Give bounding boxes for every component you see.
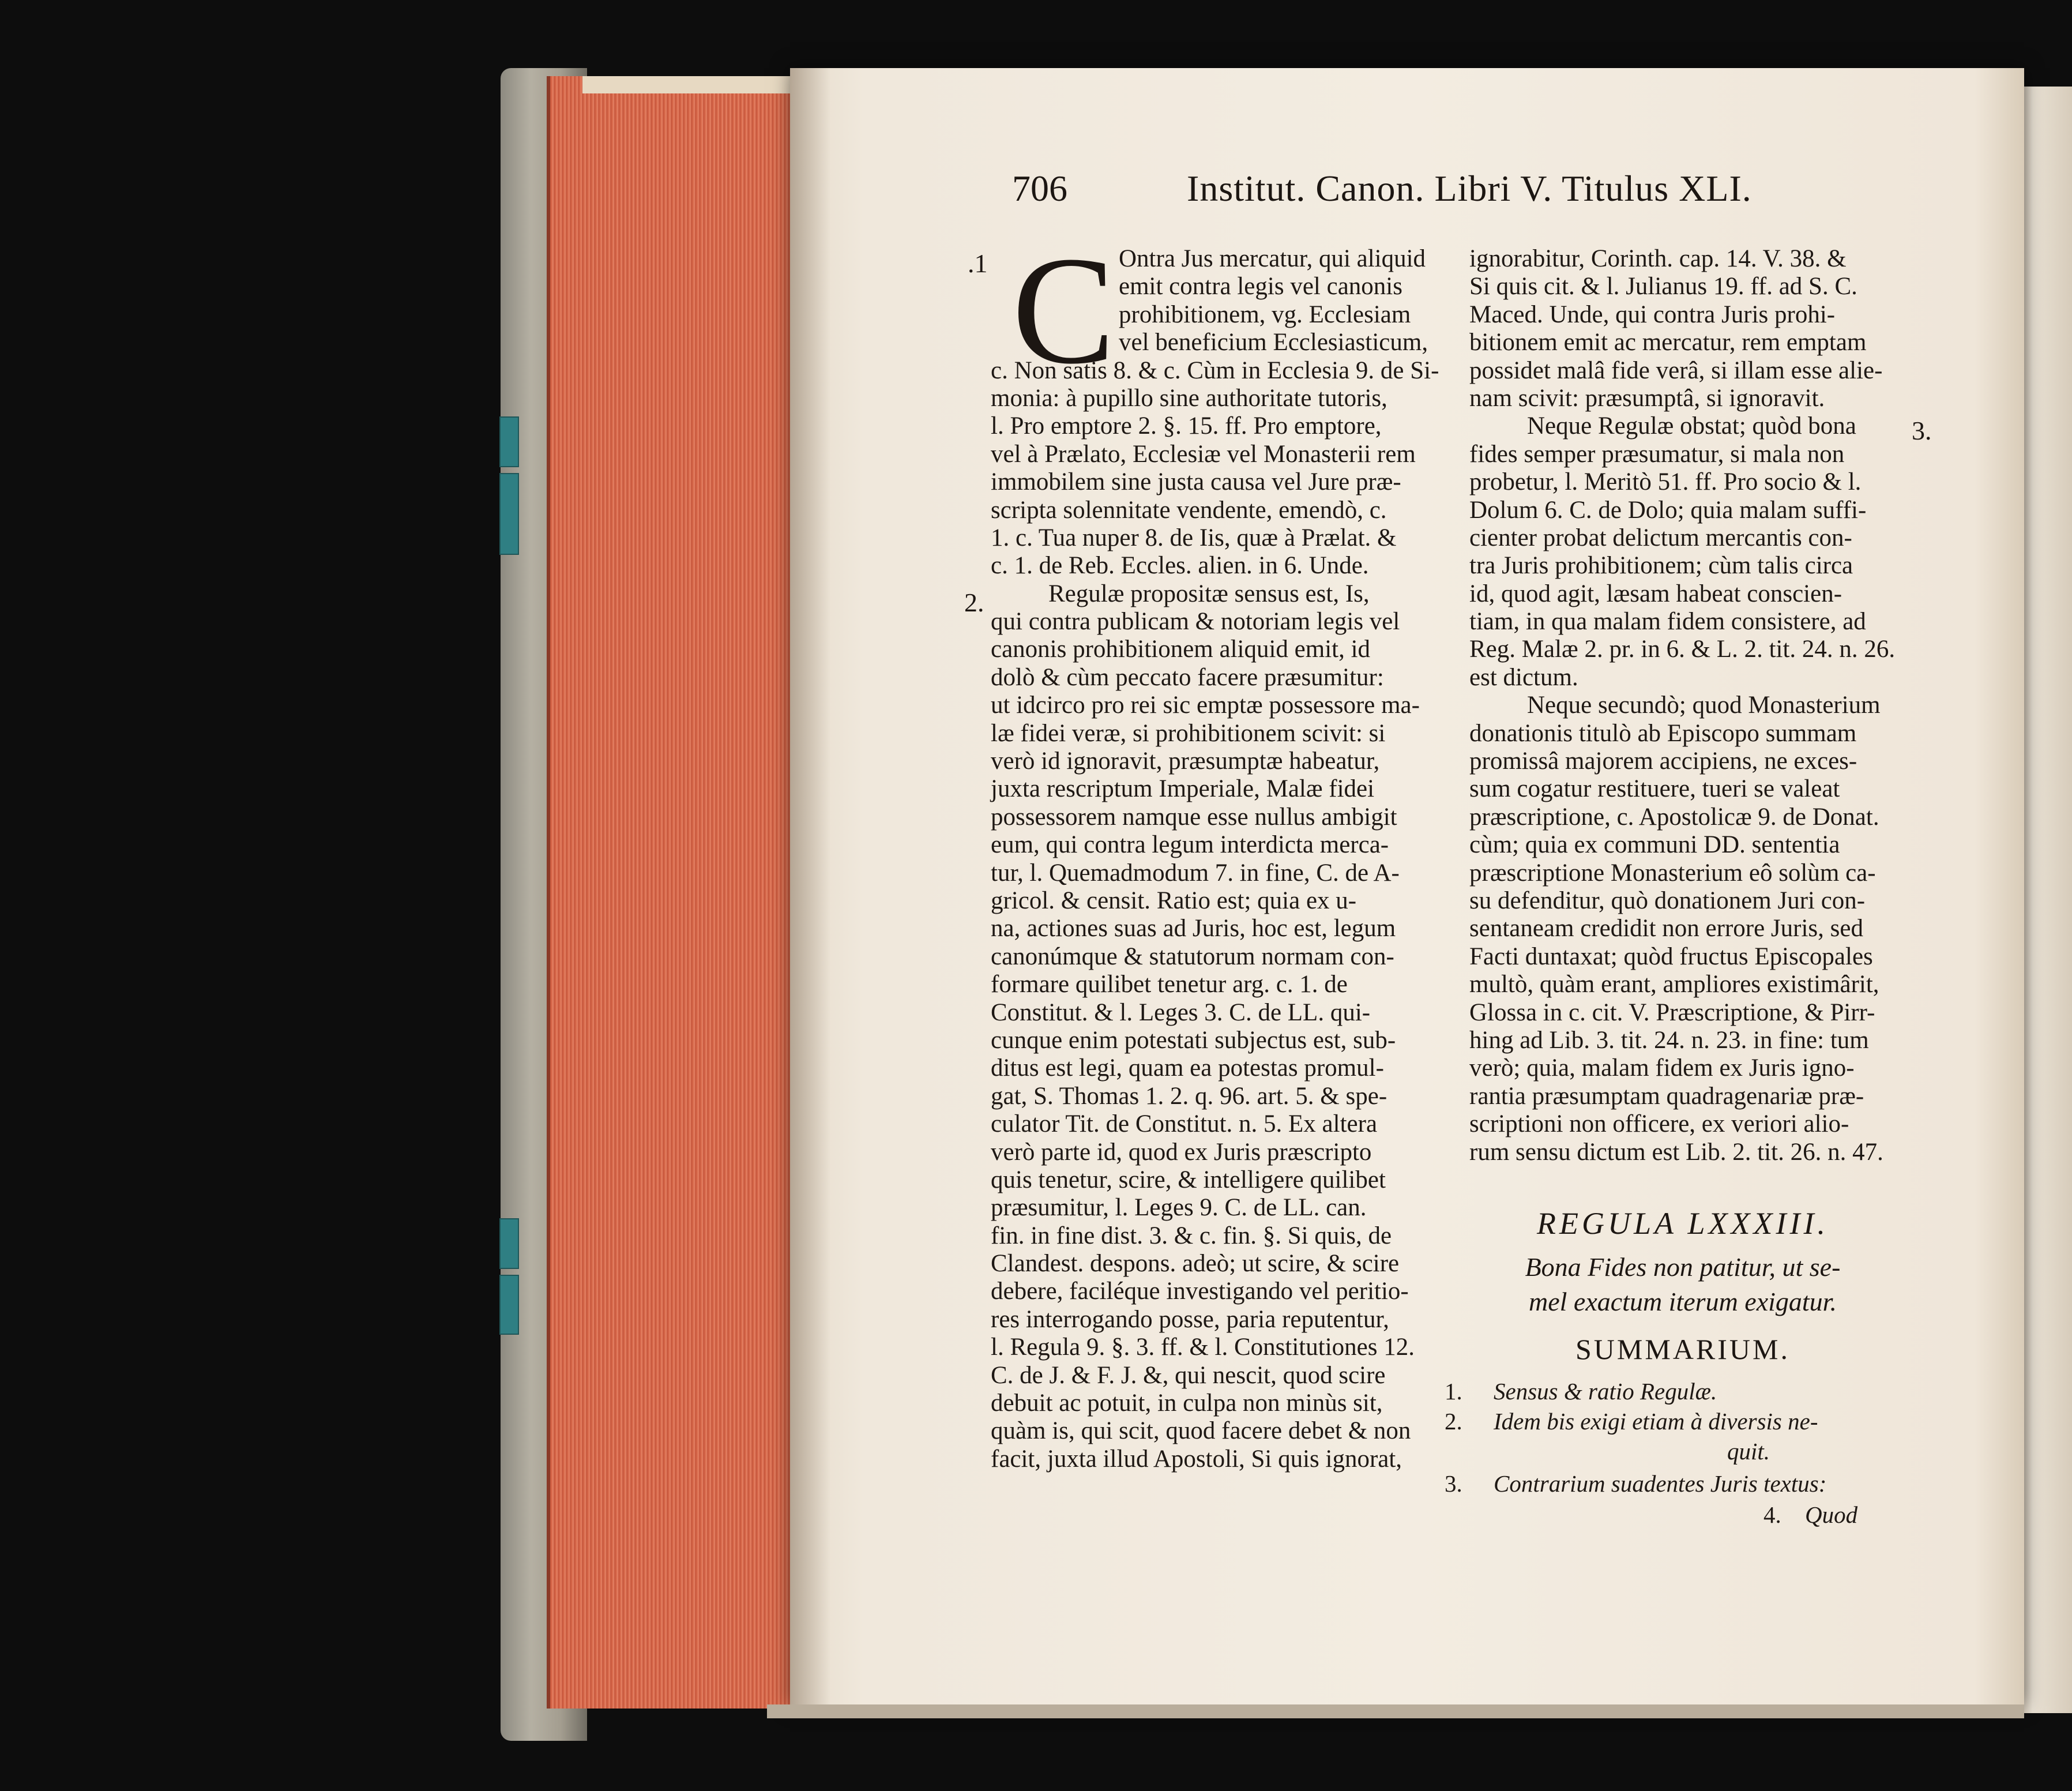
page-block-top bbox=[582, 76, 802, 93]
text-line: c. Non satis 8. & c. Cùm in Ecclesia 9. de Si- bbox=[991, 356, 1439, 384]
text-line: probetur, l. Meritò 51. ff. Pro socio & l. bbox=[1469, 468, 1862, 496]
text-line: donationis titulò ab Episcopo summam bbox=[1469, 719, 1857, 747]
text-line: verò; quia, malam fidem ex Juris igno- bbox=[1469, 1054, 1855, 1082]
text-line: debuit ac potuit, in culpa non minùs sit, bbox=[991, 1390, 1383, 1417]
text-line: fides semper præsumatur, si mala non bbox=[1469, 440, 1845, 468]
text-line: quàm is, qui scit, quod facere debet & non bbox=[991, 1417, 1411, 1445]
margin-number-1: .1 bbox=[968, 249, 988, 278]
text-line: juxta rescriptum Imperiale, Malæ fidei bbox=[991, 775, 1375, 803]
catchword-number: 4. bbox=[1763, 1501, 1781, 1528]
catchword: Quod bbox=[1805, 1501, 1858, 1528]
text-line: nam scivit: præsumptâ, si ignoravit. bbox=[1469, 384, 1825, 412]
regula-subtitle-line1: Bona Fides non patitur, ut se- bbox=[1525, 1252, 1841, 1282]
text-line: res interrogando posse, paria reputentur, bbox=[991, 1305, 1389, 1333]
text-line: c. 1. de Reb. Eccles. alien. in 6. Unde. bbox=[991, 552, 1369, 580]
regula-heading: REGULA LXXXIII. bbox=[1537, 1206, 1829, 1241]
page-block-edge bbox=[547, 76, 804, 1709]
text-line: id, quod agit, læsam habeat conscien- bbox=[1469, 580, 1842, 607]
text-line: possessorem namque esse nullus ambigit bbox=[991, 803, 1397, 831]
summarium-heading: SUMMARIUM. bbox=[1575, 1333, 1790, 1365]
text-line: Neque Regulæ obstat; quòd bona bbox=[1527, 412, 1856, 440]
text-line: l. Regula 9. §. 3. ff. & l. Constitutiones 12. bbox=[991, 1334, 1415, 1361]
text-line: rum sensu dictum est Lib. 2. tit. 26. n. 47. bbox=[1469, 1138, 1883, 1166]
text-line: quis tenetur, scire, & intelligere quilibet bbox=[991, 1166, 1386, 1193]
summary-item: Idem bis exigi etiam à diversis ne- bbox=[1494, 1408, 1818, 1435]
text-line: Dolum 6. C. de Dolo; quia malam suffi- bbox=[1469, 496, 1867, 524]
summary-number: 3. bbox=[1445, 1470, 1462, 1497]
text-line: tiam, in qua malam fidem consistere, ad bbox=[1469, 608, 1866, 636]
text-line: Si quis cit. & l. Julianus 19. ff. ad S. C. bbox=[1469, 273, 1857, 301]
margin-number-2: 2. bbox=[964, 588, 984, 617]
text-line: Glossa in c. cit. V. Præscriptione, & Pirr- bbox=[1469, 998, 1875, 1026]
text-line: canonis prohibitionem aliquid emit, id bbox=[991, 636, 1371, 663]
summary-item: quit. bbox=[1727, 1438, 1770, 1465]
text-line: Reg. Malæ 2. pr. in 6. & L. 2. tit. 24. n. 26. bbox=[1469, 636, 1896, 663]
text-line: cunque enim potestati subjectus est, sub- bbox=[991, 1026, 1396, 1054]
text-line: ut idcirco pro rei sic emptæ possessore ma- bbox=[991, 692, 1420, 719]
text-line: Clandest. despons. adeò; ut scire, & scire bbox=[991, 1250, 1400, 1278]
text-line: verò id ignoravit, præsumptæ habeatur, bbox=[991, 748, 1380, 775]
text-line: gricol. & censit. Ratio est; quia ex u- bbox=[991, 887, 1357, 914]
text-line: vel à Prælato, Ecclesiæ vel Monasterii rem bbox=[991, 440, 1416, 468]
text-line: rantia præsumptam quadragenariæ præ- bbox=[1469, 1082, 1864, 1110]
text-line: na, actiones suas ad Juris, hoc est, legum bbox=[991, 915, 1396, 943]
text-line: tur, l. Quemadmodum 7. in fine, C. de A- bbox=[991, 859, 1400, 887]
text-line: Constitut. & l. Leges 3. C. de LL. qui- bbox=[991, 998, 1371, 1026]
running-title: Institut. Canon. Libri V. Titulus XLI. bbox=[1187, 168, 1752, 209]
text-line: scriptioni non officere, ex veriori alio- bbox=[1469, 1110, 1849, 1138]
text-line: scripta solennitate vendente, emendò, c. bbox=[991, 496, 1387, 524]
text-line: vel beneficium Ecclesiasticum, bbox=[1119, 329, 1428, 356]
text-line: præsumitur, l. Leges 9. C. de LL. can. bbox=[991, 1194, 1367, 1222]
text-line: Neque secundò; quod Monasterium bbox=[1527, 692, 1881, 719]
text-line: possidet malâ fide verâ, si illam esse alie- bbox=[1469, 356, 1883, 384]
right-text-column bbox=[1469, 245, 1896, 1166]
ribbon-tab bbox=[499, 1275, 519, 1335]
text-line: læ fidei veræ, si prohibitionem scivit: si bbox=[991, 719, 1386, 747]
text-line: bitionem emit ac mercatur, rem emptam bbox=[1469, 329, 1867, 356]
text-line: sentaneam credidit non errore Juris, sed bbox=[1469, 915, 1863, 943]
regula-subtitle-line2: mel exactum iterum exigatur. bbox=[1529, 1287, 1837, 1316]
text-line: Maced. Unde, qui contra Juris prohi- bbox=[1469, 301, 1836, 328]
text-line: multò, quàm erant, ampliores existimârit, bbox=[1469, 971, 1879, 998]
text-line: promissâ majorem accipiens, ne exces- bbox=[1469, 748, 1857, 775]
text-line: cùm; quia ex communi DD. sententia bbox=[1469, 831, 1840, 859]
text-line: Facti duntaxat; quòd fructus Episcopales bbox=[1469, 943, 1873, 970]
text-line: ditus est legi, quam ea potestas promul- bbox=[991, 1054, 1384, 1082]
text-line: præscriptione Monasterium eô solùm ca- bbox=[1469, 859, 1876, 887]
ribbon-tab bbox=[499, 416, 519, 467]
text-line: Regulæ propositæ sensus est, Is, bbox=[1048, 580, 1370, 607]
text-line: fin. in fine dist. 3. & c. fin. §. Si quis, de bbox=[991, 1222, 1392, 1249]
left-text-column bbox=[991, 224, 1439, 1473]
ribbon-tab bbox=[499, 1218, 519, 1269]
text-line: prohibitionem, vg. Ecclesiam bbox=[1119, 301, 1411, 328]
text-line: culator Tit. de Constitut. n. 5. Ex altera bbox=[991, 1110, 1378, 1138]
margin-number-3: 3. bbox=[1912, 416, 1932, 445]
text-line: formare quilibet tenetur arg. c. 1. de bbox=[991, 971, 1348, 998]
text-line: emit contra legis vel canonis bbox=[1119, 273, 1402, 301]
text-line: ignorabitur, Corinth. cap. 14. V. 38. & bbox=[1469, 245, 1847, 272]
text-line: 1. c. Tua nuper 8. de Iis, quæ à Prælat. & bbox=[991, 524, 1397, 551]
text-line: immobilem sine justa causa vel Jure præ- bbox=[991, 468, 1401, 496]
text-line: monia: à pupillo sine authoritate tutoris, bbox=[991, 384, 1387, 412]
summary-number: 2. bbox=[1445, 1408, 1462, 1435]
page-bottom-edge bbox=[767, 1704, 2024, 1718]
text-line: cienter probat delictum mercantis con- bbox=[1469, 524, 1852, 551]
page-number: 706 bbox=[1012, 168, 1067, 209]
text-line: l. Pro emptore 2. §. 15. ff. Pro emptore, bbox=[991, 412, 1382, 440]
text-line: est dictum. bbox=[1469, 663, 1578, 691]
text-line: eum, qui contra legum interdicta merca- bbox=[991, 831, 1389, 859]
ribbon-tab bbox=[499, 473, 519, 555]
text-line: hing ad Lib. 3. tit. 24. n. 23. in fine: tum bbox=[1469, 1026, 1869, 1054]
gutter-shadow bbox=[790, 68, 830, 1706]
text-line: Ontra Jus mercatur, qui aliquid bbox=[1119, 245, 1426, 272]
summary-item: Sensus & ratio Regulæ. bbox=[1494, 1378, 1717, 1405]
running-header bbox=[1012, 167, 1756, 219]
text-line: debere, faciléque investigando vel peritio- bbox=[991, 1278, 1409, 1305]
text-line: tra Juris prohibitionem; cùm talis circa bbox=[1469, 552, 1853, 580]
text-line: verò parte id, quod ex Juris præscripto bbox=[991, 1138, 1372, 1166]
summary-item: Contrarium suadentes Juris textus: bbox=[1494, 1470, 1827, 1497]
text-line: facit, juxta illud Apostoli, Si quis ignorat, bbox=[991, 1445, 1402, 1473]
text-line: gat, S. Thomas 1. 2. q. 96. art. 5. & spe- bbox=[991, 1082, 1387, 1110]
text-line: sum cogatur restituere, tueri se valeat bbox=[1469, 775, 1840, 803]
text-line: dolò & cùm peccato facere præsumitur: bbox=[991, 663, 1384, 691]
summary-number: 1. bbox=[1445, 1378, 1462, 1405]
text-line: C. de J. & F. J. &, qui nescit, quod scire bbox=[991, 1361, 1386, 1389]
text-line: su defenditur, quò donationem Juri con- bbox=[1469, 887, 1866, 914]
drop-cap: C bbox=[1012, 224, 1115, 396]
text-line: qui contra publicam & notoriam legis vel bbox=[991, 608, 1400, 636]
text-line: canonúmque & statutorum normam con- bbox=[991, 943, 1394, 970]
text-line: præscriptione, c. Apostolicæ 9. de Donat. bbox=[1469, 803, 1879, 831]
